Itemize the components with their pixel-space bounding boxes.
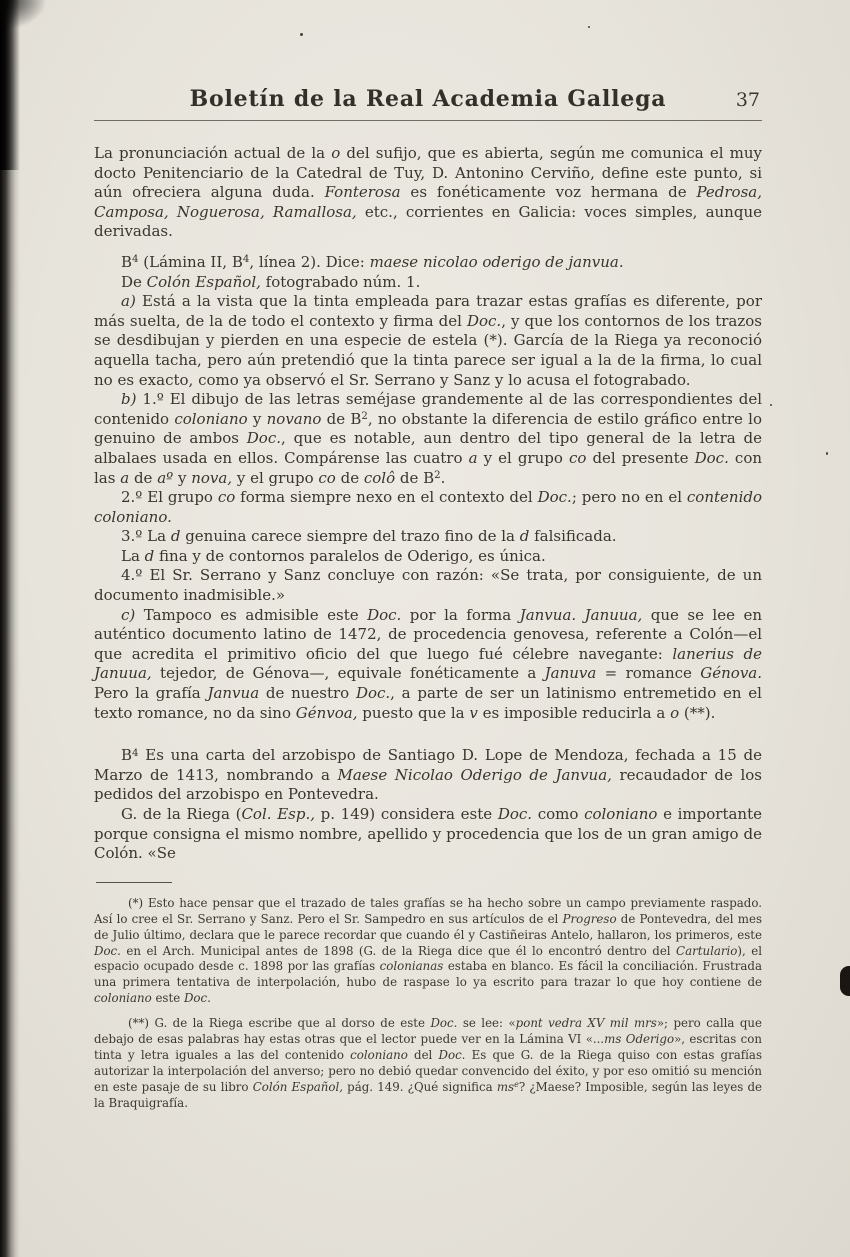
body-paragraph: De Colón Español, fotograbado núm. 1. xyxy=(121,272,421,291)
ink-speck xyxy=(770,404,772,406)
body-paragraph: 3.º La d genuina carece siempre del trazo fino de la d falsificada. xyxy=(121,527,617,546)
italic-text: maese nicolao oderigo de janvua. xyxy=(369,252,624,271)
journal-title: Boletín de la Real Academia Gallega xyxy=(189,86,667,112)
italic-text: Doc. xyxy=(466,311,502,330)
body-paragraph: 4.º El Sr. Serrano y Sanz concluye con razón: «Se trata, por consiguiente, de un documento inadmisible.» xyxy=(94,566,762,605)
edge-stain xyxy=(840,966,850,996)
italic-text: Doc. xyxy=(694,448,729,467)
italic-text: Fonterosa xyxy=(324,183,401,202)
italic-text: Doc. xyxy=(183,991,211,1006)
italic-text: d xyxy=(519,527,530,546)
footnote: (*) Esto hace pensar que el trazado de tales grafías se ha hecho sobre un campo previamente raspado. Así lo cree el Sr. Serrano y Sanz. Pero el Sr. Sampedro en sus artículos de el Progreso de Pontevedra, del mes de Julio último, declara que le parece recordar que cuando él y Castiñeiras Antelo, hallaron, los primeros, este Doc. en el Arch. Municipal antes de 1898 (G. de la Riega dice que él lo encontró dentro del Cartulario), el espacio ocupado desde c. 1898 por las grafías colonianas estaba en blanco. Es fácil la conciliación. Frustrada una primera tentativa de interpolación, hubo de raspase lo ya escrito para trazar lo que hoy contiene de coloniano este Doc. xyxy=(94,895,762,1006)
italic-text: Doc. xyxy=(94,943,121,958)
italic-text: Doc. xyxy=(497,805,533,823)
ink-speck xyxy=(588,26,590,28)
italic-text: co xyxy=(568,448,587,467)
body-paragraph: b) 1.º El dibujo de las letras seméjase grandemente al de las correspondientes del contenido coloniano y novano de $B^2$, no obstante la diferencia de estilo gráfico entre lo genuino de ambos Doc., que es notable, aun dentro del tipo general de la letra de albalaes usada en ellos. Compárense las cuatro a y el grupo co del presente Doc. con las a de aº y nova, y el grupo co de colô de $B^2$. xyxy=(94,390,763,487)
italic-text: Janvua xyxy=(207,684,260,703)
italic-text: Doc. xyxy=(537,488,572,507)
header-rule xyxy=(94,120,762,121)
italic-text: v xyxy=(469,703,478,722)
italic-text: Colón Español, xyxy=(146,272,261,291)
superscript-text: 2 xyxy=(434,469,441,481)
italic-text: co xyxy=(217,488,236,507)
superscript-text: 4 xyxy=(132,747,139,759)
italic-text: coloniano xyxy=(174,409,248,428)
italic-text: c) xyxy=(121,605,136,624)
italic-text: Progreso xyxy=(562,911,617,926)
italic-text: Colón Español, xyxy=(252,1079,343,1094)
italic-text: a xyxy=(468,448,478,467)
italic-text: pont vedra XV mil mrs xyxy=(515,1016,657,1031)
page-number: 37 xyxy=(735,89,760,111)
italic-text: d xyxy=(170,527,181,546)
page-content xyxy=(94,86,762,1121)
body-paragraph: c) Tampoco es admisible este Doc. por la forma Janvua. Januua, que se lee en auténtico documento latino de 1472, de procedencia genovesa, referente a Colón—el que acredita el primitivo oficio del que luego fué célebre navegante: lanerius de Januua, tejedor, de Génova—, equivale fonéticamente a Januva = romance Génova. Pero la grafía Janvua de nuestro Doc., a parte de ser un latinismo entremetido en el texto romance, no da sino Génvoa, puesto que la v es imposible reducirla a o (**). xyxy=(94,605,763,722)
body-paragraph: La d fina y de contornos paralelos de Oderigo, es única. xyxy=(121,546,546,565)
italic-text: lanerius de Januua, xyxy=(94,644,762,683)
italic-text: colô xyxy=(363,468,396,487)
ink-speck xyxy=(826,452,828,455)
corner-stain xyxy=(0,0,46,30)
body-paragraph: 2.º El grupo co forma siempre nexo en el contexto del Doc.; pero no en el contenido coloniano. xyxy=(94,488,762,526)
italic-text: Col. Esp., xyxy=(241,805,315,823)
superscript-text: 4 xyxy=(242,254,250,266)
italic-text: Génvoa, xyxy=(295,703,358,722)
italic-text: Cartulario xyxy=(676,943,738,958)
italic-text: Doc. xyxy=(367,605,402,624)
italic-text: colonianas xyxy=(379,959,444,974)
italic-text: Maese Nicolao Oderigo de Janvua, xyxy=(337,765,612,784)
italic-text: Januua, xyxy=(584,605,643,624)
italic-text: o xyxy=(670,703,680,722)
italic-text: Doc. xyxy=(430,1016,458,1031)
footnotes xyxy=(94,896,762,1112)
page-header xyxy=(94,86,762,121)
superscript-text: 4 xyxy=(132,254,139,266)
body-paragraph: $B^4$ Es una carta del arzobispo de Santiago D. Lope de Mendoza, fechada a 15 de Marzo de 1413, nombrando a Maese Nicolao Oderigo de Janvua, recaudador de los pedidos del arzobispo en Pontevedra. xyxy=(94,746,762,804)
italic-text: a xyxy=(120,468,130,487)
italic-text: contenido coloniano. xyxy=(94,488,762,526)
italic-text: Doc. xyxy=(355,684,391,703)
italic-text: coloniano xyxy=(94,991,152,1006)
italic-text: ms xyxy=(496,1079,515,1094)
italic-text: Janvua. xyxy=(519,605,577,624)
italic-text: coloniano xyxy=(584,805,658,823)
italic-text: Pedrosa, Camposa, Noguerosa, Ramallosa, xyxy=(94,183,762,221)
italic-text: nova, xyxy=(191,468,233,487)
italic-text: Génova. xyxy=(700,664,763,683)
superscript-text: e xyxy=(514,1080,519,1090)
italic-text: Doc. xyxy=(246,429,281,448)
footnote: (**) G. de la Riega escribe que al dorso de este Doc. se lee: «pont vedra XV mil mrs»; pero calla que debajo de esas palabras hay estas otras que el lector puede ver en la Lámina VI «...ms Oderigo», escritas con tinta y letra iguales a las del contenido coloniano del Doc. Es que G. de la Riega quiso con estas grafías autorizar la interpolación del anverso; pero no debió quedar convencido del éxito, y por eso omitió su mención en este pasaje de su libro Colón Español, pág. 149. ¿Qué significa $ms^e$? ¿Maese? Imposible, según las leyes de la Braquigrafía. xyxy=(94,1016,763,1110)
body-paragraph: G. de la Riega (Col. Esp., p. 149) considera este Doc. como coloniano e importante porque consigna el mismo nombre, apellido y procedencia que los de un gran amigo de Colón. «Se xyxy=(94,805,762,863)
italic-text: o xyxy=(331,144,341,162)
italic-text: aº xyxy=(157,468,174,487)
ink-speck xyxy=(300,33,303,36)
footnote-separator xyxy=(96,882,172,883)
page-body xyxy=(94,144,762,864)
italic-text: a) xyxy=(121,292,136,311)
body-paragraph: La pronunciación actual de la o del sufijo, que es abierta, según me comunica el muy docto Penitenciario de la Catedral de Tuy, D. Antonino Cerviño, define este punto, si aún ofreciera alguna duda. Fonterosa es fonéticamente voz hermana de Pedrosa, Camposa, Noguerosa, Ramallosa, etc., corrientes en Galicia: voces simples, aunque derivadas. xyxy=(94,144,762,241)
italic-text: ms Oderigo xyxy=(604,1032,675,1047)
body-paragraph: a) Está a la vista que la tinta empleada para trazar estas grafías es diferente, por más suelta, de la de todo el contexto y firma del Doc., y que los contornos de los trazos se desdibujan y pierden en una especie de estela (*). García de la Riega ya reconoció aquella tacha, pero aún pretendió que la tinta parece ser igual a la de la firma, lo cual no es exacto, como ya observó el Sr. Serrano y Sanz y lo acusa el fotograbado. xyxy=(94,292,762,389)
italic-text: Doc. xyxy=(438,1047,466,1062)
body-paragraph: $B^4$ (Lámina II, $B^4$, línea 2). Dice: maese nicolao oderigo de janvua. xyxy=(121,252,624,271)
italic-text: novano xyxy=(266,409,322,428)
binding-shadow xyxy=(0,0,20,1257)
italic-text: b) xyxy=(121,390,137,409)
italic-text: coloniano xyxy=(350,1047,408,1062)
superscript-text: 2 xyxy=(361,411,368,423)
italic-text: Januva xyxy=(544,664,597,683)
italic-text: d xyxy=(144,546,155,565)
italic-text: co xyxy=(318,468,336,487)
